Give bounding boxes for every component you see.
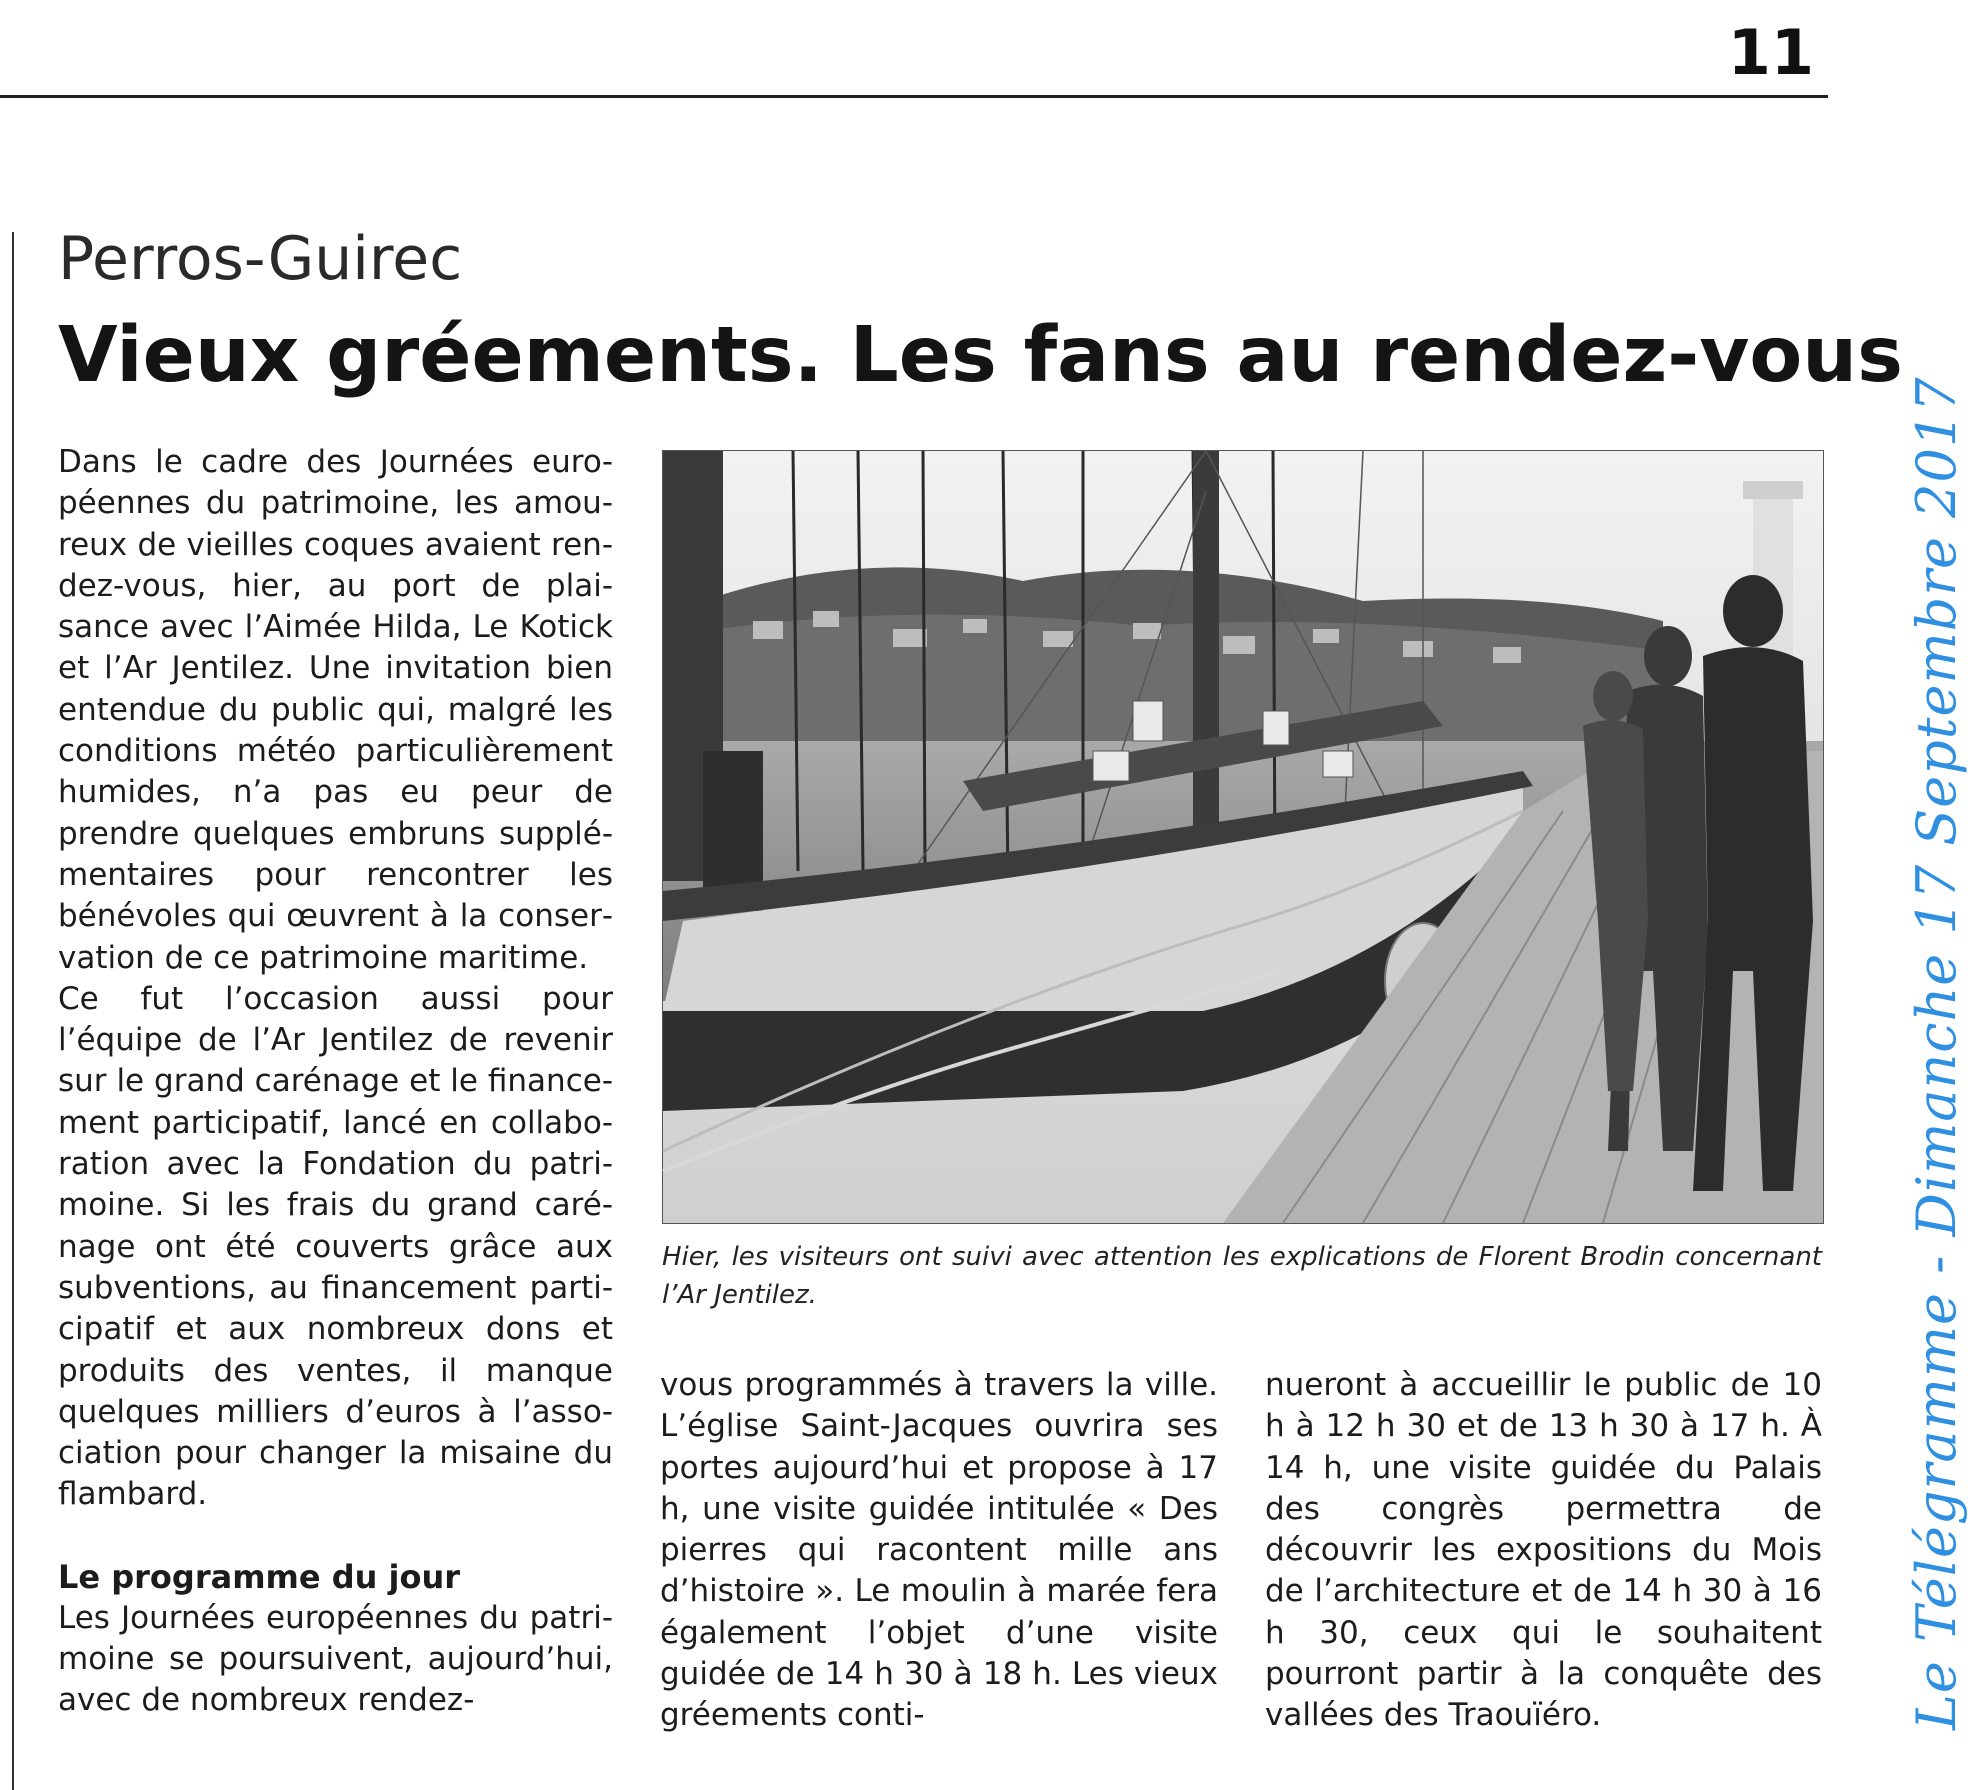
article-paragraph: Dans le cadre des Journées européennes du patrimoine, les amoureux de vieilles coques avaient rendez-vous, hier, au port de plaisance avec l’Aimée Hilda, Le Kotick et l’Ar Jentilez. Une invitation bien entendue du public qui, malgré les conditions météo particulièrement humides, n’a pas eu peur de prendre quelques embruns supplémentaires pour rencontrer les bénévoles qui œuvrent à la conservation de ce patrimoine maritime.	[58, 444, 613, 976]
article-paragraph: vous programmés à travers la ville. L’église Saint-Jacques ouvrira ses portes aujourd’hui et propose à 17 h, une visite guidée intitulée « Des pierres qui racontent mille ans d’histoire ». Le moulin à marée fera également l’objet d’une visite guidée de 14 h 30 à 18 h. Les vieux gréements conti-	[660, 1367, 1218, 1734]
harbor-photo	[662, 450, 1824, 1224]
article-subhead: Le programme du jour	[58, 1557, 461, 1596]
article-headline: Vieux gréements. Les fans au rendez-vous	[58, 311, 1903, 400]
article-paragraph: nueront à accueillir le public de 10 h à 12 h 30 et de 13 h 30 à 17 h. À 14 h, une visite guidée du Palais des congrès permettra de découvrir les expositions du Mois de l’architecture et de 14 h 30 à 16 h 30, ceux qui le souhaitent pourront partir à la conquête des vallées des Traouïéro.	[1265, 1367, 1822, 1734]
header-rule	[0, 95, 1828, 98]
page-number: 11	[1727, 16, 1814, 89]
article-paragraph: Les Journées européennes du patrimoine se poursuivent, aujourd’hui, avec de nombreux rendez-	[58, 1599, 613, 1719]
sailboat-photo-illustration	[663, 451, 1823, 1223]
photo-caption: Hier, les visiteurs ont suivi avec attention les explications de Florent Brodin concernant l’Ar Jentilez.	[662, 1242, 1822, 1310]
article-kicker: Perros-Guirec	[58, 224, 463, 294]
article-column-3	[1265, 1365, 1822, 1737]
column-rule	[12, 232, 14, 1790]
article-paragraph: Ce fut l’occasion aussi pour l’équipe de l’Ar Jentilez de revenir sur le grand carénage et le financement participatif, lancé en collaboration avec la Fondation du patrimoine. Si les frais du grand carénage ont été couverts grâce aux subventions, au financement participatif et aux nombreux dons et produits des ventes, il manque quelques milliers d’euros à l’association pour changer la misaine du flambard.	[58, 980, 613, 1513]
article-column-2	[660, 1365, 1218, 1737]
handwritten-source-note: Le Télégramme - Dimanche 17 Septembre 2017	[1905, 376, 1968, 1730]
article-column-1	[58, 442, 613, 1722]
